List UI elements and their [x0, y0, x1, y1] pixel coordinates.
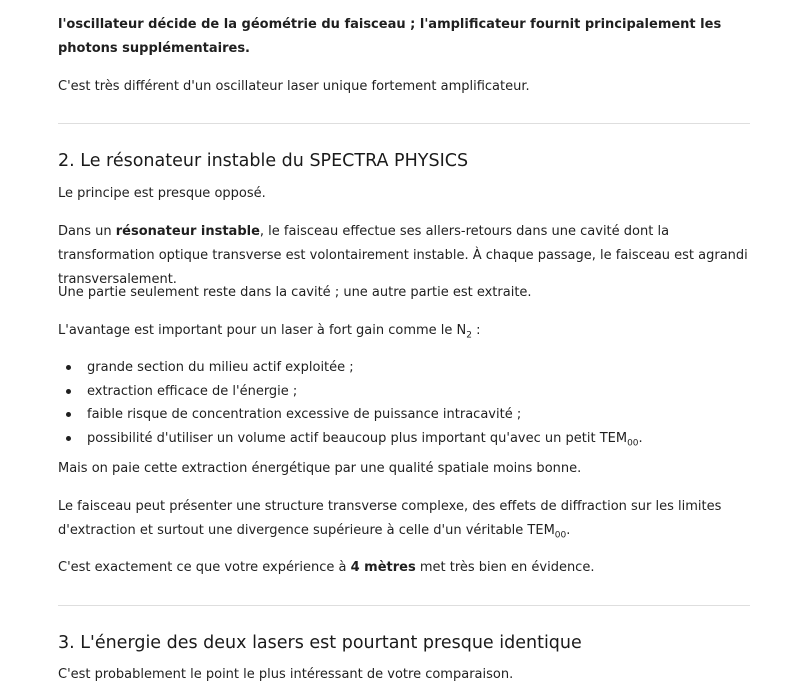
section-2-heading: 2. Le résonateur instable du SPECTRA PHYSICS: [58, 151, 469, 171]
section-3-paragraph-1: C'est probablement le point le plus intéressant de votre comparaison.: [58, 667, 514, 682]
subscript: 00: [627, 438, 639, 449]
section-2-paragraph-6: [58, 495, 750, 543]
section-3-heading: 3. L'énergie des deux lasers est pourtant presque identique: [58, 633, 582, 653]
text-run: C'est exactement ce que votre expérience à: [58, 560, 351, 575]
section-2-paragraph-4: [58, 319, 750, 343]
advantages-list: [58, 356, 750, 450]
list-item: [58, 356, 750, 380]
text-run: possibilité d'utiliser un volume actif beaucoup plus important qu'avec un petit TEM: [87, 430, 628, 446]
text-run: , le faisceau effectue ses allers-retours dans une cavité dont la transformation optique transverse est volontairement instable. À chaque passage, le faisceau est agrandi transversalement.: [58, 224, 748, 287]
text-run: met très bien en évidence.: [415, 560, 595, 575]
bold-term: 4 mètres: [350, 560, 416, 575]
list-item: [58, 427, 750, 451]
text-run: Le faisceau peut présenter une structure transverse complexe, des effets de diffraction sur les limites d'extraction et surtout une divergence supérieure à celle d'un véritable TEM: [58, 499, 722, 538]
divider: [58, 123, 750, 124]
bullet-icon: [66, 412, 71, 417]
list-item-text: extraction efficace de l'énergie ;: [87, 383, 298, 399]
bullet-icon: [66, 436, 71, 441]
divider: [58, 605, 750, 606]
intro-paragraph-bold: l'oscillateur décide de la géométrie du faisceau ; l'amplificateur fournit principalement les photons supplémentaires.: [58, 17, 722, 56]
text-run: L'avantage est important pour un laser à fort gain comme le N: [58, 323, 467, 338]
intro-paragraph: C'est très différent d'un oscillateur laser unique fortement amplificateur.: [58, 79, 530, 94]
bullet-icon: [66, 365, 71, 370]
bold-term: résonateur instable: [115, 224, 260, 239]
section-2-paragraph-3: Une partie seulement reste dans la cavité ; une autre partie est extraite.: [58, 285, 532, 300]
list-item-text: faible risque de concentration excessive de puissance intracavité ;: [87, 407, 522, 422]
text-run: Dans un: [58, 224, 116, 239]
bullet-icon: [66, 389, 71, 394]
list-item-text: grande section du milieu actif exploitée ;: [87, 360, 354, 375]
subscript: 00: [554, 530, 567, 541]
text-run: .: [638, 430, 643, 446]
subscript: 2: [466, 330, 473, 341]
text-run: .: [566, 523, 571, 538]
section-2-paragraph-1: Le principe est presque opposé.: [58, 186, 266, 201]
section-2-paragraph-5: Mais on paie cette extraction énergétique par une qualité spatiale moins bonne.: [58, 461, 582, 476]
section-2-paragraph-7: [58, 556, 750, 580]
text-run: :: [472, 323, 481, 338]
list-item: [58, 403, 750, 427]
list-item: [58, 380, 750, 404]
